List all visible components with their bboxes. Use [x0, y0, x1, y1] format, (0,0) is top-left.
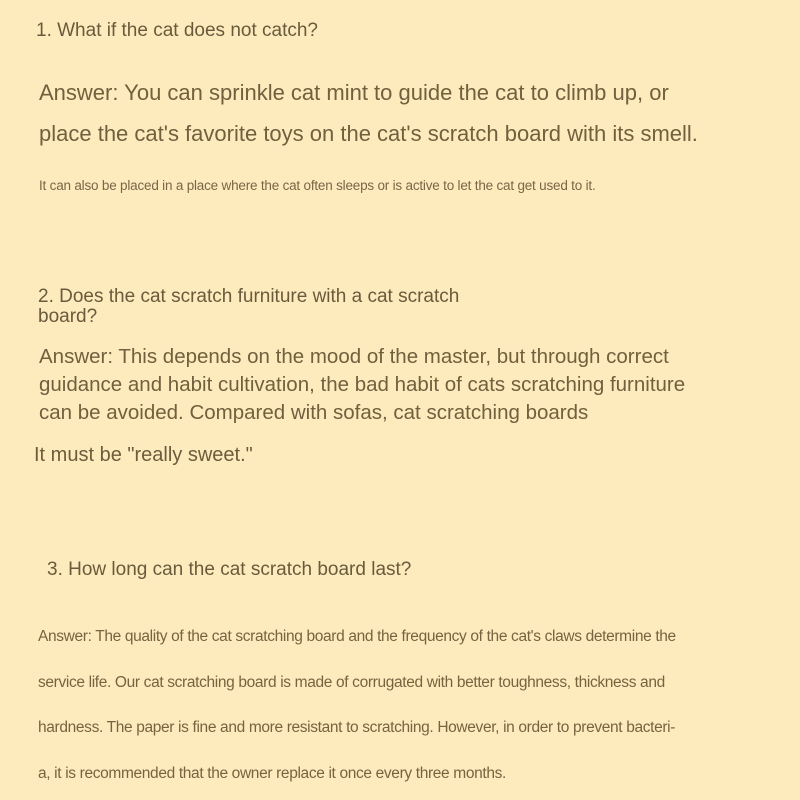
- question-line: board?: [38, 306, 98, 327]
- answer-note: It can also be placed in a place where the cat often sleeps or is active to let the cat get used to it.: [39, 178, 596, 193]
- answer-line: guidance and habit cultivation, the bad habit of cats scratching furniture: [39, 373, 686, 396]
- answer-line: hardness. The paper is fine and more resistant to scratching. However, in order to prevent bacteri-: [38, 719, 676, 736]
- question-heading: [38, 287, 459, 327]
- answer-line: can be avoided. Compared with sofas, cat scratching boards: [39, 401, 589, 424]
- answer-line: Answer: You can sprinkle cat mint to guide the cat to climb up, or: [39, 80, 669, 105]
- answer-note: It must be "really sweet.": [34, 444, 253, 466]
- answer-line: Answer: The quality of the cat scratching board and the frequency of the cat's claws determine the: [38, 628, 676, 645]
- answer-line: service life. Our cat scratching board is made of corrugated with better toughness, thickness and: [38, 673, 665, 691]
- answer-line: place the cat's favorite toys on the cat's scratch board with its smell.: [39, 121, 698, 146]
- answer-paragraph: [39, 343, 685, 427]
- answer-line: a, it is recommended that the owner replace it once every three months.: [38, 764, 506, 782]
- question-line: 2. Does the cat scratch furniture with a cat scratch: [38, 286, 460, 307]
- answer-line: Answer: This depends on the mood of the master, but through correct: [39, 345, 669, 368]
- question-heading: 1. What if the cat does not catch?: [36, 20, 318, 41]
- answer-paragraph: [38, 614, 676, 796]
- question-heading: 3. How long can the cat scratch board last?: [47, 559, 412, 580]
